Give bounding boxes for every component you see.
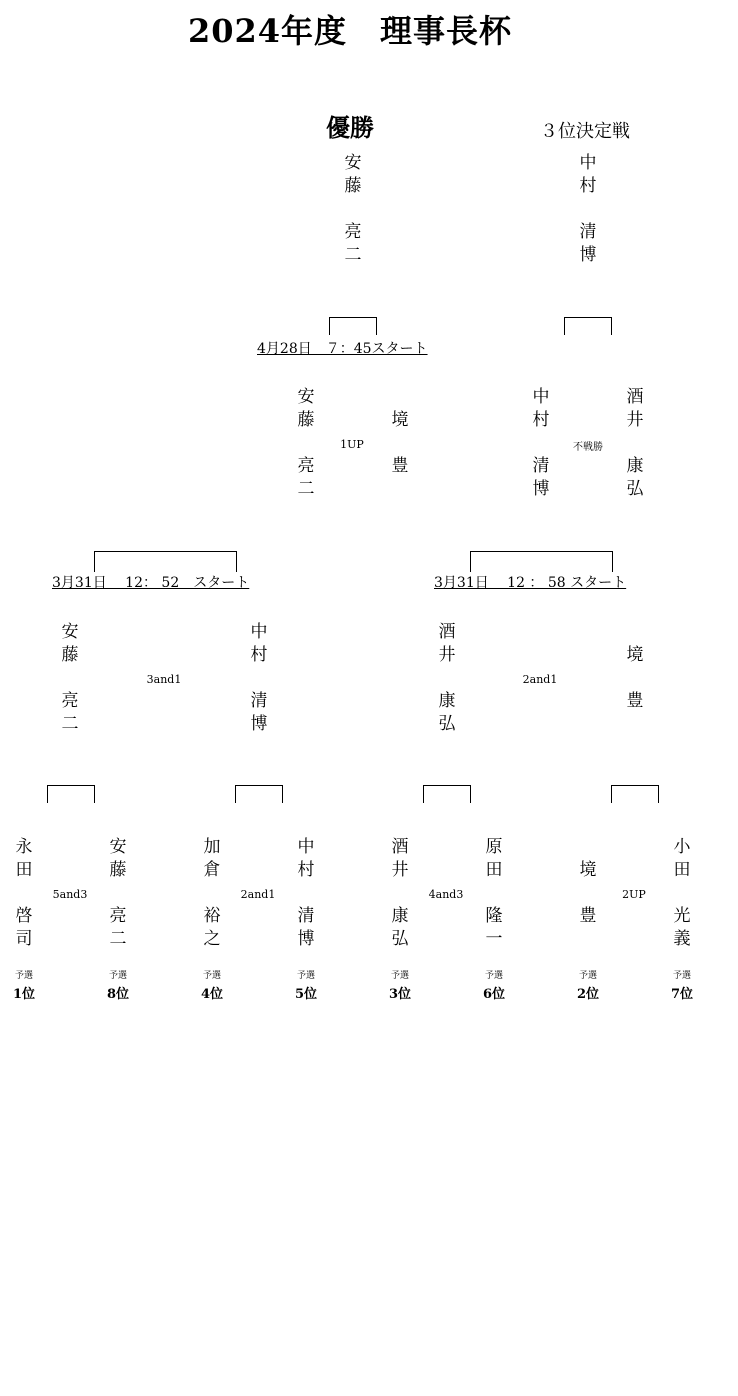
name-char: 二 xyxy=(109,929,127,949)
name-char: 弘 xyxy=(391,929,409,949)
player-seed-4 xyxy=(200,836,224,951)
name-char xyxy=(388,386,412,409)
name-char: 康 xyxy=(438,691,456,711)
name-char: 康 xyxy=(391,906,409,926)
name-char: 司 xyxy=(15,929,33,949)
name-char: 博 xyxy=(250,714,268,734)
name-char: 隆 xyxy=(485,906,503,926)
name-char: 中 xyxy=(579,153,597,173)
qualifier-rank: 3位 xyxy=(388,987,412,1002)
name-gap xyxy=(576,198,600,221)
first-round-result-3: 4and3 xyxy=(428,888,464,901)
name-gap xyxy=(12,882,36,905)
name-char: 藤 xyxy=(297,410,315,430)
name-gap xyxy=(623,432,647,455)
first-round-bracket-line-1 xyxy=(47,785,95,803)
qualifier-rank: 2位 xyxy=(576,987,600,1002)
qualifier-rank: 7位 xyxy=(670,987,694,1002)
quarterfinal-b-right-name xyxy=(623,621,647,736)
name-char: 二 xyxy=(344,245,362,265)
player-seed-1 xyxy=(12,836,36,951)
name-char: 井 xyxy=(626,410,644,430)
name-char: 豊 xyxy=(391,456,409,476)
quarterfinal-b-left-name xyxy=(435,621,459,736)
name-char: 酒 xyxy=(626,387,644,407)
name-char: 義 xyxy=(673,929,691,949)
name-gap xyxy=(482,882,506,905)
qualifier-label: 予選 xyxy=(672,971,691,981)
semifinal-b-left-name xyxy=(529,386,553,501)
name-char: 境 xyxy=(626,645,644,665)
name-char: 境 xyxy=(391,410,409,430)
name-gap xyxy=(58,667,82,690)
name-char: 清 xyxy=(297,906,315,926)
name-char: 博 xyxy=(297,929,315,949)
name-char: 亮 xyxy=(297,456,315,476)
semifinal-a-bracket-line xyxy=(94,551,237,572)
name-char: 啓 xyxy=(15,906,33,926)
semifinal-b-result: 不戦勝 xyxy=(573,442,603,453)
qualifier-label: 予選 xyxy=(484,971,503,981)
name-char: 倉 xyxy=(203,860,221,880)
name-char xyxy=(576,836,600,859)
name-char: 之 xyxy=(203,929,221,949)
name-char: 博 xyxy=(532,479,550,499)
name-gap xyxy=(529,432,553,455)
name-char: 境 xyxy=(579,860,597,880)
name-char: 中 xyxy=(297,837,315,857)
name-gap xyxy=(294,432,318,455)
name-char: 一 xyxy=(485,929,503,949)
name-char: 光 xyxy=(673,906,691,926)
player-seed-6 xyxy=(482,836,506,951)
name-gap xyxy=(623,667,647,690)
name-char: 二 xyxy=(297,479,315,499)
name-char: 弘 xyxy=(438,714,456,734)
name-char: 田 xyxy=(673,860,691,880)
name-char: 井 xyxy=(438,645,456,665)
player-seed-5 xyxy=(294,836,318,951)
name-gap xyxy=(341,198,365,221)
name-char: 清 xyxy=(579,222,597,242)
name-char: 安 xyxy=(344,153,362,173)
third-place-winner-name xyxy=(576,152,600,267)
first-round-bracket-line-3 xyxy=(423,785,471,803)
name-gap xyxy=(106,882,130,905)
name-char xyxy=(623,713,647,736)
name-char xyxy=(576,928,600,951)
quarterfinal-a-result: 3and1 xyxy=(146,673,182,686)
semifinal-schedule: 4月28日 ７：45スタート xyxy=(257,341,428,357)
qualifier-rank: 6位 xyxy=(482,987,506,1002)
first-round-bracket-line-4 xyxy=(611,785,659,803)
name-gap xyxy=(200,882,224,905)
name-gap xyxy=(247,667,271,690)
name-char: 村 xyxy=(532,410,550,430)
name-char: 村 xyxy=(297,860,315,880)
name-char: 村 xyxy=(250,645,268,665)
qualifier-label: 予選 xyxy=(108,971,127,981)
name-gap xyxy=(388,882,412,905)
name-char: 安 xyxy=(297,387,315,407)
name-gap xyxy=(576,882,600,905)
name-char: 酒 xyxy=(438,622,456,642)
first-round-result-2: 2and1 xyxy=(240,888,276,901)
name-gap xyxy=(670,882,694,905)
name-char xyxy=(623,621,647,644)
qualifier-rank: 4位 xyxy=(200,987,224,1002)
qualifier-rank: 1位 xyxy=(12,987,36,1002)
quarterfinal-b-result: 2and1 xyxy=(522,673,558,686)
qualifier-label: 予選 xyxy=(14,971,33,981)
player-seed-2 xyxy=(576,836,600,951)
name-char: 小 xyxy=(673,837,691,857)
third-place-label: ３位決定戦 xyxy=(540,121,630,142)
player-seed-3 xyxy=(388,836,412,951)
qualifier-rank: 8位 xyxy=(106,987,130,1002)
name-char: 弘 xyxy=(626,479,644,499)
quarterfinal-a-right-name xyxy=(247,621,271,736)
semifinal-b-right-name xyxy=(623,386,647,501)
player-seed-8 xyxy=(106,836,130,951)
name-char: 中 xyxy=(250,622,268,642)
quarterfinal-right-schedule: 3月31日 12 ： 58 スタート xyxy=(434,575,627,591)
name-char: 田 xyxy=(485,860,503,880)
name-gap xyxy=(388,432,412,455)
name-char: 村 xyxy=(579,176,597,196)
champion-name xyxy=(341,152,365,267)
name-char: 亮 xyxy=(109,906,127,926)
qualifier-label: 予選 xyxy=(390,971,409,981)
page-title: 2024年度 理事長杯 xyxy=(187,12,513,50)
name-char: 加 xyxy=(203,837,221,857)
name-char: 二 xyxy=(61,714,79,734)
qualifier-label: 予選 xyxy=(578,971,597,981)
semifinal-a-right-name xyxy=(388,386,412,501)
quarterfinal-left-schedule: 3月31日 12： 52 スタート xyxy=(52,575,250,591)
player-seed-7 xyxy=(670,836,694,951)
name-char: 藤 xyxy=(61,645,79,665)
qualifier-label: 予選 xyxy=(296,971,315,981)
final-bracket-line xyxy=(329,317,377,335)
name-char: 安 xyxy=(109,837,127,857)
name-char: 藤 xyxy=(109,860,127,880)
name-char: 藤 xyxy=(344,176,362,196)
third-place-bracket-line xyxy=(564,317,612,335)
name-char: 原 xyxy=(485,837,503,857)
qualifier-label: 予選 xyxy=(202,971,221,981)
name-char: 安 xyxy=(61,622,79,642)
name-char: 井 xyxy=(391,860,409,880)
name-char: 亮 xyxy=(61,691,79,711)
first-round-result-4: 2UP xyxy=(622,888,646,901)
name-gap xyxy=(294,882,318,905)
name-char: 豊 xyxy=(579,906,597,926)
champion-label: 優勝 xyxy=(326,113,374,142)
name-char: 清 xyxy=(250,691,268,711)
semifinal-a-result: 1UP xyxy=(340,438,364,451)
name-char xyxy=(388,478,412,501)
name-char: 亮 xyxy=(344,222,362,242)
name-char: 裕 xyxy=(203,906,221,926)
name-char: 博 xyxy=(579,245,597,265)
qualifier-rank: 5位 xyxy=(294,987,318,1002)
name-char: 田 xyxy=(15,860,33,880)
name-char: 康 xyxy=(626,456,644,476)
semifinal-a-left-name xyxy=(294,386,318,501)
first-round-bracket-line-2 xyxy=(235,785,283,803)
name-gap xyxy=(435,667,459,690)
name-char: 豊 xyxy=(626,691,644,711)
semifinal-b-bracket-line xyxy=(470,551,613,572)
quarterfinal-a-left-name xyxy=(58,621,82,736)
name-char: 中 xyxy=(532,387,550,407)
name-char: 清 xyxy=(532,456,550,476)
name-char: 酒 xyxy=(391,837,409,857)
first-round-result-1: 5and3 xyxy=(52,888,88,901)
name-char: 永 xyxy=(15,837,33,857)
